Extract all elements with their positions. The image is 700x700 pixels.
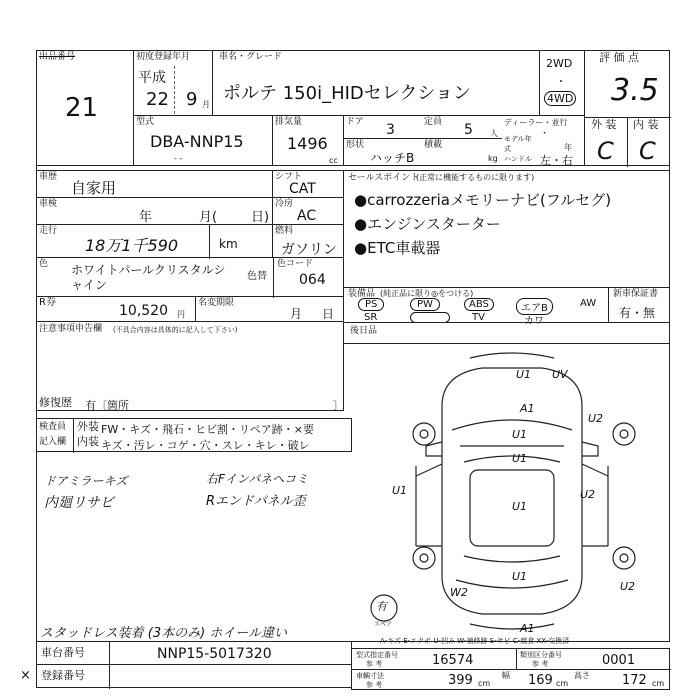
mark-top-uv: UV xyxy=(552,368,568,381)
color-code: 064 xyxy=(299,272,326,288)
length-label: 車輌寸法 xyxy=(356,672,384,680)
capacity-unit: 人 xyxy=(490,129,498,138)
studless-note: スタッドレス装着 (3本のみ) ホイール違い xyxy=(40,626,288,641)
equip-airbag: エアB xyxy=(516,298,553,315)
recycle-label: R券 xyxy=(39,297,56,308)
width-label: 幅 xyxy=(502,671,510,680)
repair-label: 修復歴 xyxy=(39,396,72,409)
later-box xyxy=(343,322,670,344)
mark-right-u2: U2 xyxy=(588,412,604,425)
chassis-divider xyxy=(109,642,110,666)
inspector-label-1: 検査員 xyxy=(39,422,67,432)
mark-rear-w2: W2 xyxy=(450,586,468,599)
lot-box xyxy=(36,50,134,166)
shape-label: 形状 xyxy=(346,140,365,150)
reg-divider xyxy=(174,66,175,114)
width-value: 169 xyxy=(528,673,553,688)
color-value: ホワイトパールクリスタルシャイン xyxy=(71,263,226,292)
specs-hdivider xyxy=(352,669,671,670)
inspection-label: 車検 xyxy=(39,199,58,209)
equip-sr: SR xyxy=(364,312,378,323)
displacement-unit: cc xyxy=(329,156,338,165)
shift-value: CAT xyxy=(289,181,316,197)
score-label: 評 価 点 xyxy=(599,51,639,64)
class-no-ref: 参 考 xyxy=(532,660,549,668)
inspection-year: 年 xyxy=(139,210,153,225)
load-label: 積載 xyxy=(424,140,443,150)
car-name: ポルテ 150i_HIDセレクション xyxy=(223,83,472,104)
capacity-value: 5 xyxy=(464,122,473,138)
ac-box xyxy=(272,197,344,225)
exterior-label: 外装 xyxy=(77,420,99,433)
mileage-box xyxy=(36,224,273,258)
registration-divider xyxy=(109,665,110,689)
warranty-label: 新車保証書 xyxy=(613,289,659,299)
handle-label: ハンドル xyxy=(504,155,532,163)
mark-rear-u2: U2 xyxy=(620,580,636,593)
load-unit: kg xyxy=(488,154,498,163)
equipment-label: 装備品 xyxy=(348,289,376,299)
score-int-label: 内 装 xyxy=(633,118,659,131)
recycle-box xyxy=(36,296,196,322)
equipment-box xyxy=(343,287,609,327)
name-change-month: 月 xyxy=(290,307,303,321)
name-change-box xyxy=(195,296,344,322)
sales-point-3: ●ETC車載器 xyxy=(354,239,441,257)
mileage-label: 走行 xyxy=(39,226,58,236)
equipment-note: (純正品に限り◎をつける) xyxy=(380,289,474,298)
score-box xyxy=(584,50,670,166)
equip-leather: カワ xyxy=(524,316,544,327)
mark-left-u1: U1 xyxy=(392,484,408,497)
fuel-value: ガソリン xyxy=(281,242,337,258)
remark-right-2: Rエンドパネル歪 xyxy=(206,494,306,509)
model-no-label: 型式指定番号 xyxy=(356,651,398,659)
first-reg-year: 22 xyxy=(146,89,169,110)
specs-vdivider-1 xyxy=(516,649,517,669)
repair-close: 〕 xyxy=(333,399,344,412)
inspection-box xyxy=(36,197,273,225)
mileage-unit: km xyxy=(219,237,238,251)
mark-rear-u1: U1 xyxy=(512,570,528,583)
sales-point-2: ●エンジンスターター xyxy=(354,215,501,233)
sales-points-note: (正常に機能するものに限ります) xyxy=(416,173,535,182)
warranty-value: 有・無 xyxy=(619,306,656,320)
equip-abs: ABS xyxy=(464,298,494,311)
registration-box xyxy=(36,664,352,688)
ac-value: AC xyxy=(297,208,317,224)
lot-number: 21 xyxy=(65,93,99,123)
interior-items: キズ・汚レ・コゲ・穴・スレ・キレ・破レ xyxy=(101,439,310,452)
mark-right-u2b: U2 xyxy=(580,488,596,501)
first-reg-box xyxy=(133,50,213,116)
interior-label: 内装 xyxy=(77,435,99,448)
equip-pw: PW xyxy=(410,298,440,311)
drive-dot: ・ xyxy=(556,77,566,88)
length-unit: cm xyxy=(478,679,491,688)
mileage-value: 18万1千590 xyxy=(85,236,179,255)
equip-ps: PS xyxy=(358,298,384,311)
chassis-box xyxy=(36,641,352,665)
drive-2wd: 2WD xyxy=(546,57,573,70)
mark-bottom-a1: A1 xyxy=(520,622,535,635)
model-value: DBA-NNP15 xyxy=(150,132,244,151)
inspector-divider xyxy=(73,419,74,453)
remark-left-2: 内廻リサビ xyxy=(44,495,114,511)
dealer-label: ディーラー・並行 xyxy=(504,118,568,127)
doors-value: 3 xyxy=(386,122,395,138)
fuel-box xyxy=(272,224,344,258)
damage-legend: A-キズ E-エクボ U-凹み W-補修跡 S-サビ C-腐食 XX-交換済 xyxy=(380,637,570,645)
model-year-unit: 年 xyxy=(564,143,572,152)
mark-hood-a1: A1 xyxy=(520,402,535,415)
chassis-value: NNP15-5017320 xyxy=(157,646,272,662)
color-change-label: 色替 xyxy=(247,271,267,282)
mileage-divider xyxy=(209,225,210,259)
model-year-label: モデル年式 xyxy=(504,135,532,153)
model-box xyxy=(133,115,273,166)
repair-value: 有〔箇所 xyxy=(85,399,129,412)
first-reg-label: 初度登録年月 xyxy=(136,52,191,62)
history-box xyxy=(36,170,273,198)
score-int: C xyxy=(639,137,656,165)
class-no-value: 0001 xyxy=(602,653,636,668)
first-reg-month-unit: 月 xyxy=(202,100,210,109)
score-value: 3.5 xyxy=(611,73,659,108)
height-label: 高さ xyxy=(574,671,590,680)
equip-tv: TV xyxy=(472,312,485,323)
name-label: 車名・グレード xyxy=(219,52,283,62)
color-label: 色 xyxy=(39,259,49,269)
registration-label: 登録番号 xyxy=(41,669,85,682)
car-diagram xyxy=(352,346,670,642)
doors-divider xyxy=(344,138,502,139)
score-vdivider xyxy=(627,117,628,167)
fuel-label: 燃料 xyxy=(275,226,294,236)
exterior-items: FW・キズ・飛石・ヒビ割・リペア跡・×要 xyxy=(101,423,314,436)
model-no-ref: 参 考 xyxy=(366,660,383,668)
recycle-unit: 円 xyxy=(177,310,185,319)
mark-top-u1: U1 xyxy=(516,368,532,381)
inspection-day: 日) xyxy=(251,210,270,225)
sales-point-1: ●carrozzeriaメモリーナビ(フルセグ) xyxy=(354,191,612,209)
displacement-box xyxy=(272,115,344,166)
ac-label: 冷房 xyxy=(275,199,294,209)
color-divider xyxy=(273,258,274,298)
spare-label: スペア xyxy=(374,621,393,628)
name-change-label: 名変期限 xyxy=(198,298,235,308)
remark-right-1: 右Fインパネヘコミ xyxy=(206,472,309,486)
handle-value: 左・右 xyxy=(540,154,573,167)
shift-box xyxy=(272,170,344,198)
doors-shape-box xyxy=(343,115,585,166)
notes-sub: (不具合内容は具体的に記入して下さい) xyxy=(113,326,238,334)
color-box xyxy=(36,257,344,297)
first-reg-era: 平成 xyxy=(138,70,166,86)
mark-roof-u1: U1 xyxy=(512,500,528,513)
width-unit: cm xyxy=(556,679,569,688)
height-unit: cm xyxy=(652,679,665,688)
model-dashes: - - xyxy=(174,154,183,163)
later-label: 後日品 xyxy=(350,326,378,336)
displacement-label: 排気量 xyxy=(275,117,303,127)
inspection-note-box xyxy=(36,418,352,452)
recycle-value: 10,520 xyxy=(119,303,168,319)
height-value: 172 xyxy=(622,673,647,688)
drive-4wd: 4WD xyxy=(544,91,576,106)
specs-box xyxy=(351,648,670,690)
sales-points-label: セールスポイント xyxy=(348,173,420,183)
warranty-box xyxy=(608,287,670,323)
equip-aw: AW xyxy=(580,298,597,309)
notes-label: 注意事項申告欄 xyxy=(39,324,103,334)
length-value: 399 xyxy=(448,673,473,688)
model-no-value: 16574 xyxy=(432,653,474,668)
model-label: 型式 xyxy=(136,117,155,127)
inspector-label-2: 記入欄 xyxy=(39,437,67,447)
mark-hood-u1: U1 xyxy=(512,428,528,441)
dealer-dot: ・ xyxy=(540,129,550,139)
sales-points-box xyxy=(343,170,670,288)
remark-left-1: ドアミラーキズ xyxy=(44,474,128,488)
shape-value: ハッチB xyxy=(370,151,415,165)
capacity-label: 定員 xyxy=(424,117,443,127)
notes-box xyxy=(36,321,344,411)
score-ext-label: 外 装 xyxy=(591,118,617,131)
lot-label: 出品番号 xyxy=(39,52,76,62)
shift-label: シフト xyxy=(275,172,303,182)
history-label: 車歴 xyxy=(39,172,58,182)
name-change-day: 日 xyxy=(322,307,335,321)
spare-mark: 有 xyxy=(376,600,387,613)
score-ext: C xyxy=(597,137,614,165)
displacement-value: 1496 xyxy=(287,134,328,153)
doors-label: ドア xyxy=(346,117,364,127)
class-no-label: 類別区分番号 xyxy=(520,651,562,659)
drive-box xyxy=(539,50,585,116)
mark-front-u1: U1 xyxy=(512,452,528,465)
color-code-label: 色コード xyxy=(277,259,314,269)
length-ref: 参 考 xyxy=(366,681,383,689)
inspection-month: 月( xyxy=(199,210,218,225)
cross-mark: × xyxy=(20,668,31,683)
first-reg-month: 9 xyxy=(186,89,198,110)
name-box xyxy=(212,50,540,116)
history-value: 自家用 xyxy=(71,179,117,197)
chassis-label: 車台番号 xyxy=(41,646,85,659)
